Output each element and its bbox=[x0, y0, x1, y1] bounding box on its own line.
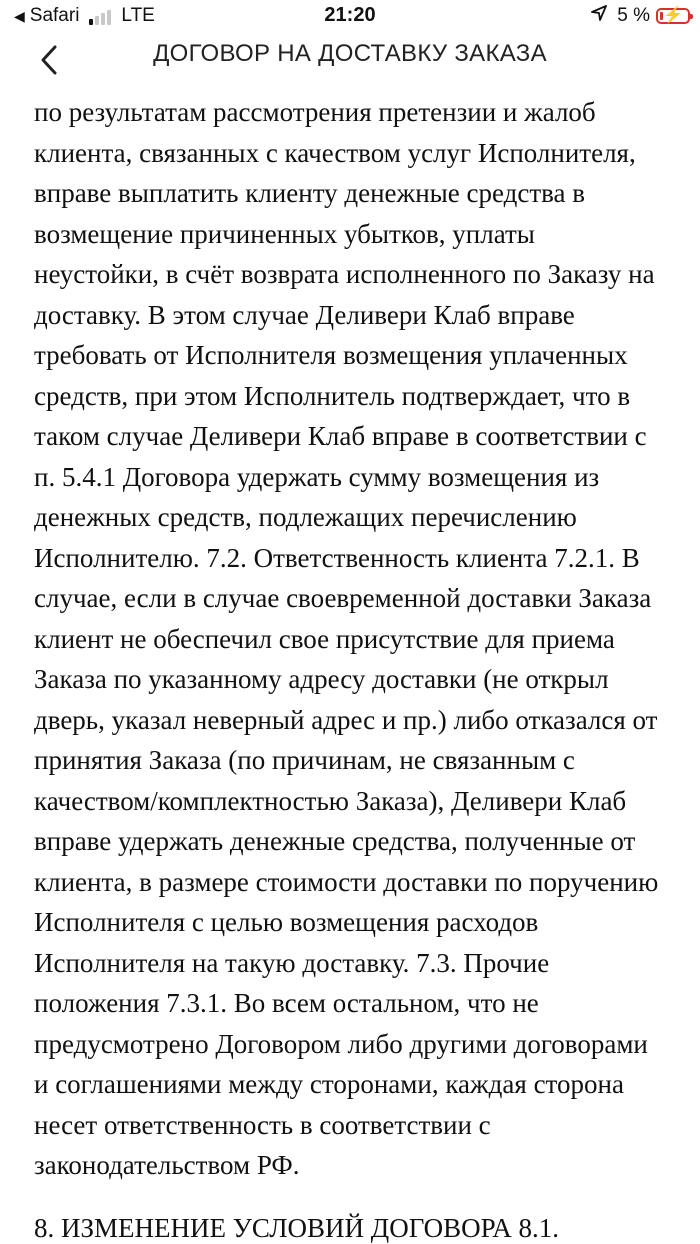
battery-icon bbox=[656, 8, 690, 24]
clock: 21:20 bbox=[324, 4, 376, 26]
battery-percent: 5 % bbox=[617, 5, 650, 26]
navigation-bar bbox=[0, 36, 700, 92]
location-arrow-icon bbox=[591, 5, 607, 27]
status-bar bbox=[0, 0, 700, 36]
section-heading: 8. ИЗМЕНЕНИЕ УСЛОВИЙ ДОГОВОРА 8.1. bbox=[34, 1213, 559, 1243]
document-body-text: по результатам рассмотрения претензии и жалоб клиента, связанных с качеством услуг Исполнителя, вправе выплатить клиенту денежные средства в возмещение причиненных убытков, уплаты неустойки, в счёт возврата исполненного по Заказу на доставку. В этом случае Деливери Клаб вправе требовать от Исполнителя возмещения уплаченных средств, при этом Исполнитель подтверждает, что в таком случае Деливери Клаб вправе в соответствии с п. 5.4.1 Договора удержать сумму возмещения из денежных средств, подлежащих перечислению Исполнителю. 7.2. Ответственность клиента 7.2.1. В случае, если в случае своевременной доставки Заказа клиент не обеспечил свое присутствие для приема Заказа по указанному адресу доставки (не открыл дверь, указал неверный адрес и пр.) либо отказался от принятия Заказа (по причинам, не связанным с качеством/комплектностью Заказа), Деливери Клаб вправе удержать денежные средства, полученные от клиента, в размере стоимости доставки по поручению Исполнителя с целью возмещения расходов Исполнителя на такую доставку. 7.3. Прочие положения 7.3.1. Во всем остальном, что не предусмотрено Договором либо другими договорами и соглашениями между сторонами, каждая сторона несет ответственность в соответствии с законодательством РФ. bbox=[34, 97, 659, 1180]
back-app-label: Safari bbox=[29, 5, 80, 26]
back-triangle-icon: ◀ bbox=[14, 7, 25, 24]
status-bar-right bbox=[591, 5, 690, 27]
page-title: ДОГОВОР НА ДОСТАВКУ ЗАКАЗА bbox=[153, 40, 547, 67]
charging-bolt-icon: ⚡ bbox=[663, 7, 683, 24]
carrier-label: LTE bbox=[121, 5, 155, 26]
